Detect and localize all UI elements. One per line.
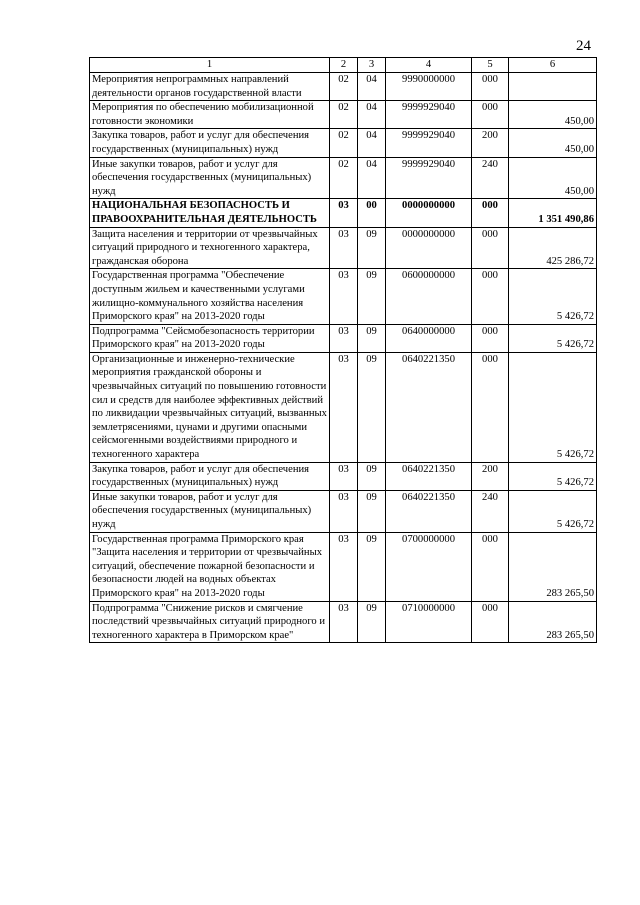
amount-cell: 283 265,50 [509,532,597,601]
table-row [90,199,597,227]
subsection-code-cell: 09 [358,352,386,462]
target-article-cell: 9990000000 [386,73,472,101]
target-article-cell: 0000000000 [386,199,472,227]
amount-cell: 5 426,72 [509,490,597,532]
table-row [90,269,597,324]
header-cell: 6 [509,58,597,73]
subsection-code-cell: 00 [358,199,386,227]
table-row [90,324,597,352]
expense-type-cell: 000 [472,269,509,324]
subsection-code-cell: 09 [358,462,386,490]
header-cell: 1 [90,58,330,73]
row-name-cell: Государственная программа "Обеспечение доступным жильем и качественными услугами жилищно-коммунального хозяйства населения Приморского края" на 2013-2020 годы [90,269,330,324]
target-article-cell: 9999929040 [386,157,472,199]
target-article-cell: 0700000000 [386,532,472,601]
expense-type-cell: 240 [472,157,509,199]
table-row [90,101,597,129]
amount-cell: 450,00 [509,101,597,129]
budget-table [89,57,597,643]
subsection-code-cell: 04 [358,73,386,101]
section-code-cell: 03 [330,227,358,269]
subsection-code-cell: 09 [358,324,386,352]
table-row [90,462,597,490]
row-name-cell: Защита населения и территории от чрезвычайных ситуаций природного и техногенного характера, гражданская оборона [90,227,330,269]
table-row [90,601,597,643]
expense-type-cell: 000 [472,601,509,643]
amount-cell: 5 426,72 [509,324,597,352]
amount-cell: 1 351 490,86 [509,199,597,227]
row-name-cell: НАЦИОНАЛЬНАЯ БЕЗОПАСНОСТЬ И ПРАВООХРАНИТЕЛЬНАЯ ДЕЯТЕЛЬНОСТЬ [90,199,330,227]
section-code-cell: 03 [330,324,358,352]
subsection-code-cell: 09 [358,227,386,269]
subsection-code-cell: 04 [358,157,386,199]
section-code-cell: 02 [330,101,358,129]
table-row [90,490,597,532]
row-name-cell: Государственная программа Приморского края "Защита населения и территории от чрезвычайных ситуаций, обеспечение пожарной безопасности и безопасности людей на водных объектах Приморского края" на 2013-2020 годы [90,532,330,601]
target-article-cell: 0640221350 [386,490,472,532]
table-header-row [90,58,597,73]
amount-cell: 450,00 [509,129,597,157]
header-cell: 4 [386,58,472,73]
target-article-cell: 0600000000 [386,269,472,324]
section-code-cell: 02 [330,129,358,157]
section-code-cell: 02 [330,73,358,101]
expense-type-cell: 000 [472,199,509,227]
expense-type-cell: 000 [472,532,509,601]
expense-type-cell: 200 [472,129,509,157]
target-article-cell: 0640221350 [386,462,472,490]
table-row [90,73,597,101]
target-article-cell: 0640221350 [386,352,472,462]
target-article-cell: 9999929040 [386,101,472,129]
expense-type-cell: 000 [472,227,509,269]
row-name-cell: Иные закупки товаров, работ и услуг для обеспечения государственных (муниципальных) нужд [90,157,330,199]
section-code-cell: 03 [330,269,358,324]
section-code-cell: 03 [330,601,358,643]
section-code-cell: 02 [330,157,358,199]
target-article-cell: 0710000000 [386,601,472,643]
header-cell: 3 [358,58,386,73]
section-code-cell: 03 [330,352,358,462]
amount-cell [509,73,597,101]
header-cell: 2 [330,58,358,73]
expense-type-cell: 000 [472,101,509,129]
expense-type-cell: 200 [472,462,509,490]
expense-type-cell: 000 [472,324,509,352]
amount-cell: 283 265,50 [509,601,597,643]
row-name-cell: Закупка товаров, работ и услуг для обеспечения государственных (муниципальных) нужд [90,129,330,157]
amount-cell: 425 286,72 [509,227,597,269]
expense-type-cell: 240 [472,490,509,532]
amount-cell: 5 426,72 [509,269,597,324]
row-name-cell: Закупка товаров, работ и услуг для обеспечения государственных (муниципальных) нужд [90,462,330,490]
subsection-code-cell: 04 [358,129,386,157]
section-code-cell: 03 [330,462,358,490]
expense-type-cell: 000 [472,352,509,462]
row-name-cell: Подпрограмма "Снижение рисков и смягчение последствий чрезвычайных ситуаций природного и техногенного характера в Приморском крае" [90,601,330,643]
table-row [90,157,597,199]
target-article-cell: 0640000000 [386,324,472,352]
section-code-cell: 03 [330,532,358,601]
target-article-cell: 9999929040 [386,129,472,157]
table-row [90,227,597,269]
table-row [90,129,597,157]
subsection-code-cell: 09 [358,532,386,601]
amount-cell: 5 426,72 [509,352,597,462]
expense-type-cell: 000 [472,73,509,101]
row-name-cell: Организационные и инженерно-технические мероприятия гражданской обороны и чрезвычайных ситуаций по повышению готовности сил и средств для наиболее эффективных действий по ликвидации чрезвычайных ситуаций, вызванных землетрясениями, цунами и другими опасными сейсмогенными воздействиями природного и техногенного характера [90,352,330,462]
target-article-cell: 0000000000 [386,227,472,269]
subsection-code-cell: 09 [358,601,386,643]
subsection-code-cell: 04 [358,101,386,129]
row-name-cell: Мероприятия непрограммных направлений деятельности органов государственной власти [90,73,330,101]
row-name-cell: Мероприятия по обеспечению мобилизационной готовности экономики [90,101,330,129]
subsection-code-cell: 09 [358,269,386,324]
page-number: 24 [576,38,591,54]
section-code-cell: 03 [330,490,358,532]
amount-cell: 450,00 [509,157,597,199]
subsection-code-cell: 09 [358,490,386,532]
row-name-cell: Иные закупки товаров, работ и услуг для обеспечения государственных (муниципальных) нужд [90,490,330,532]
table-row [90,532,597,601]
table-row [90,352,597,462]
header-cell: 5 [472,58,509,73]
section-code-cell: 03 [330,199,358,227]
amount-cell: 5 426,72 [509,462,597,490]
row-name-cell: Подпрограмма "Сейсмобезопасность территории Приморского края" на 2013-2020 годы [90,324,330,352]
